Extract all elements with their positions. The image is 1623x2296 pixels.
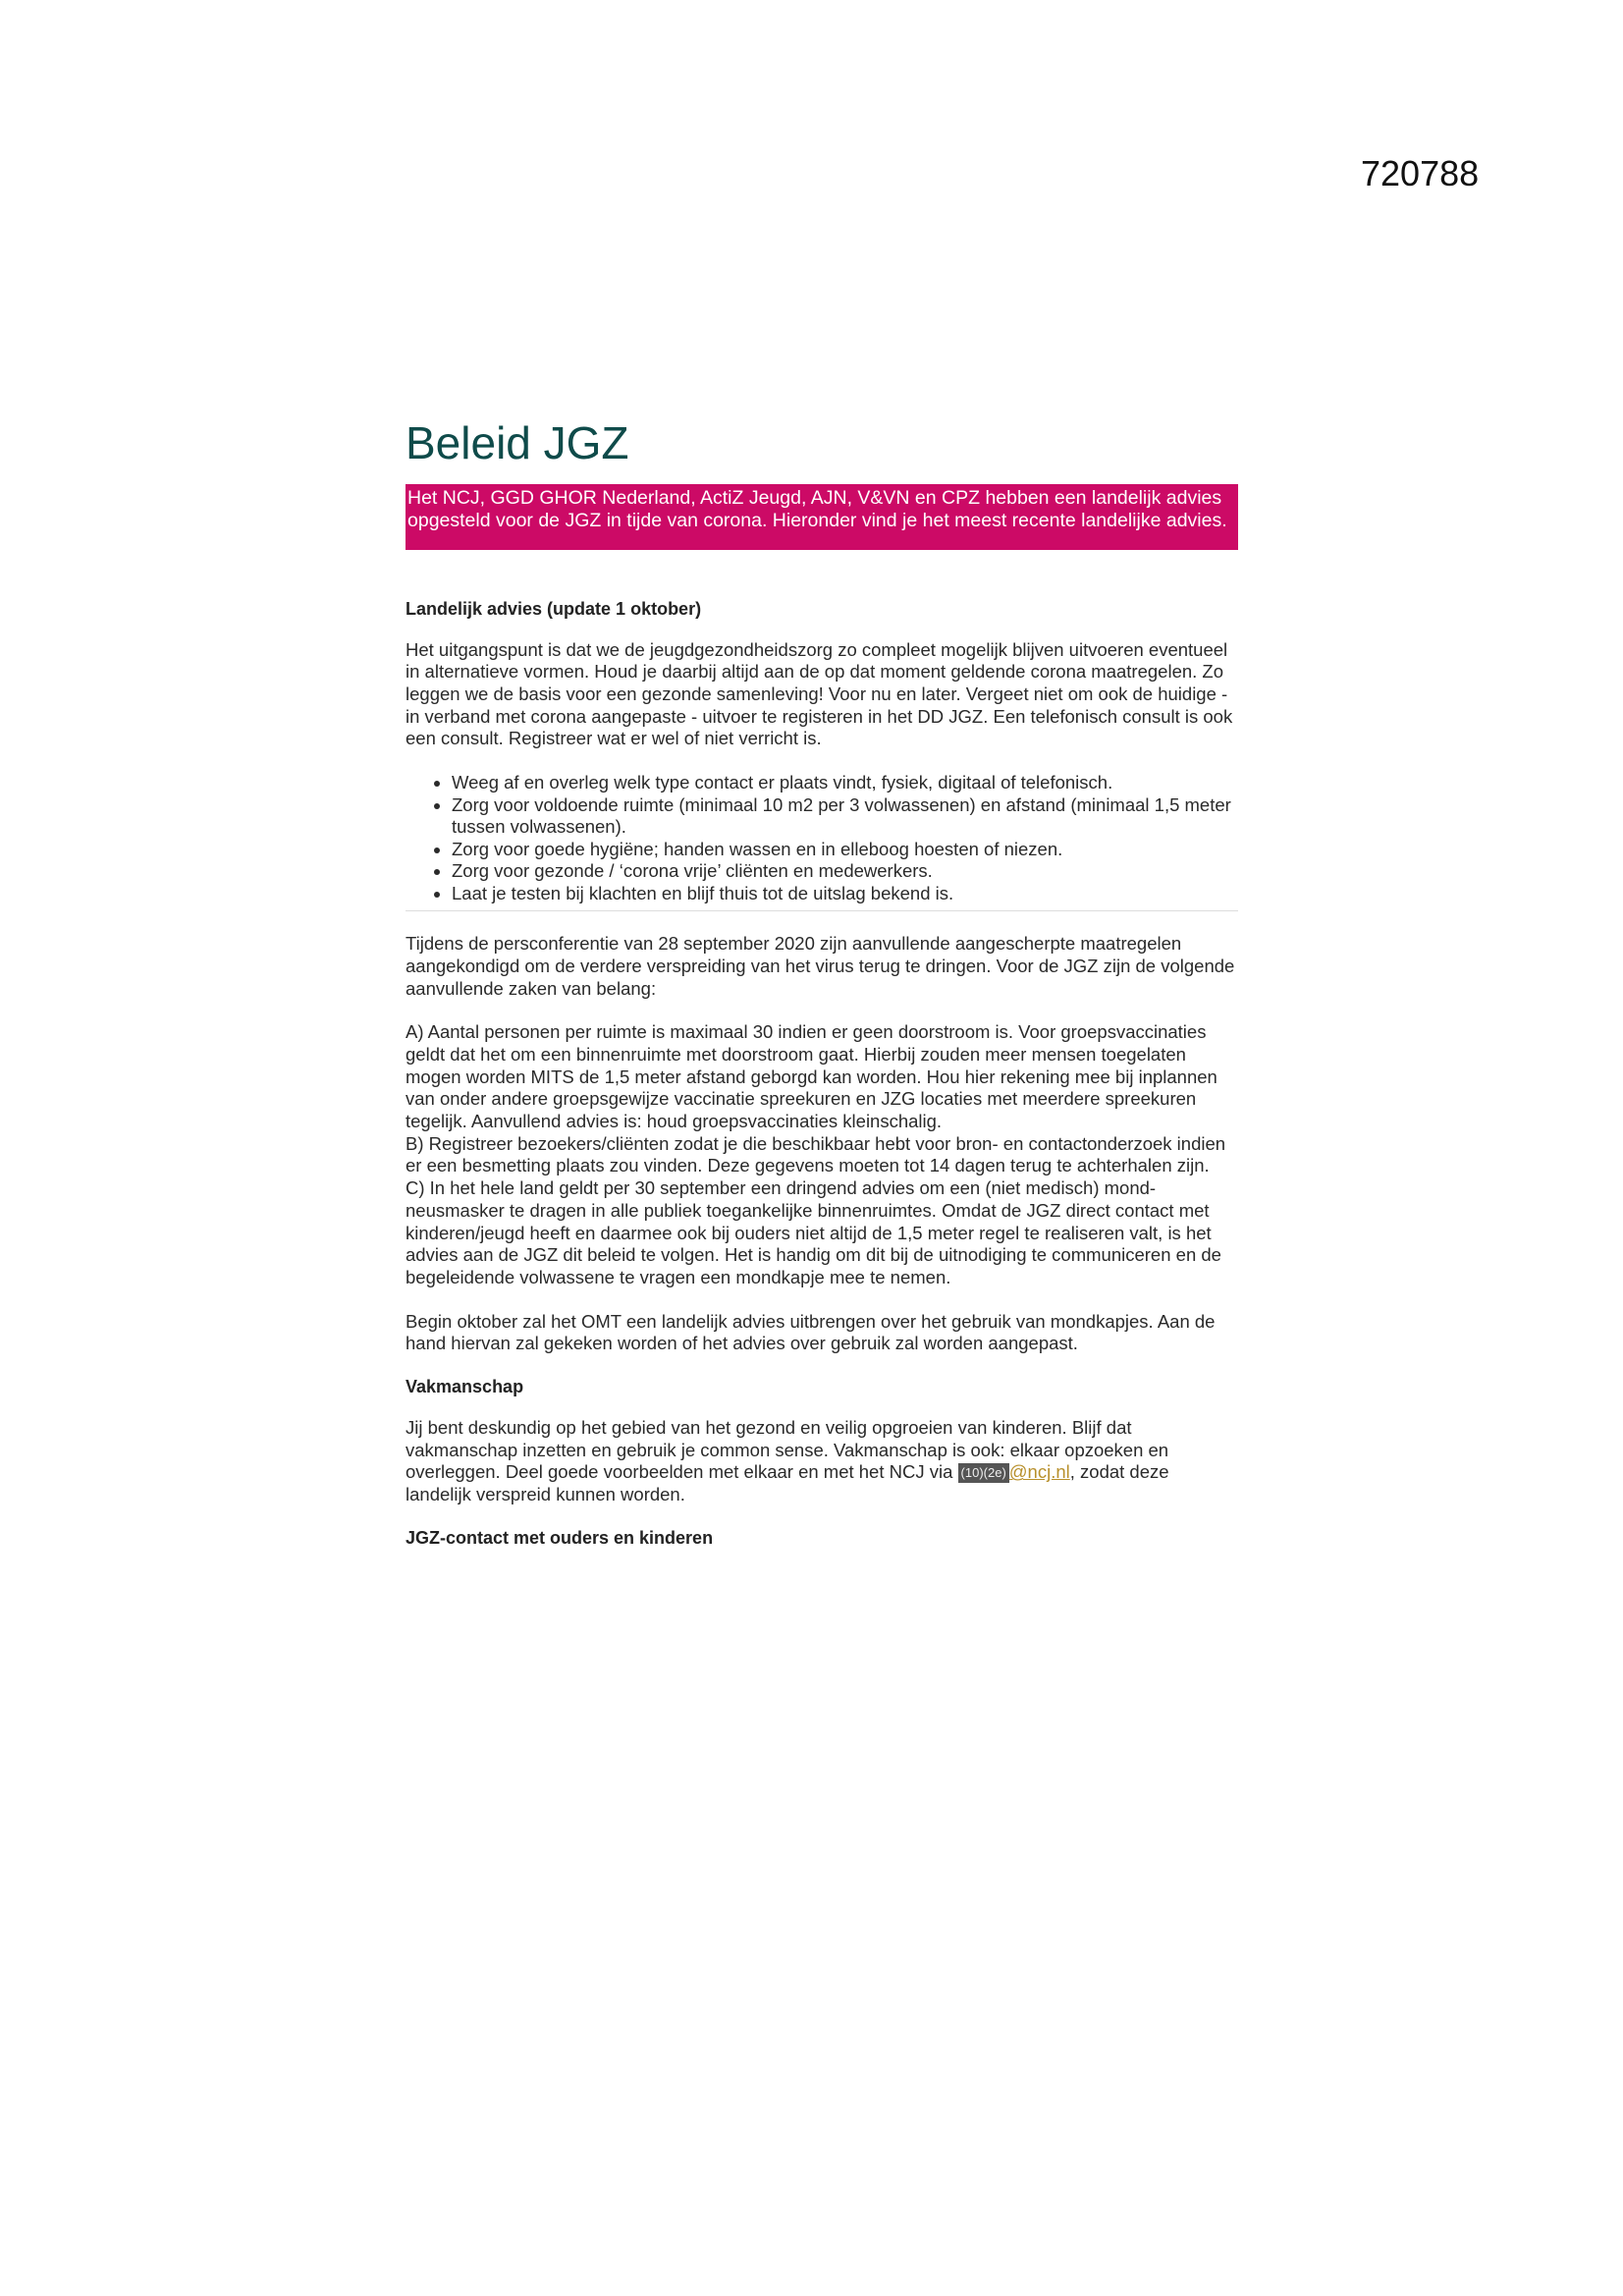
section-heading-vakmanschap: Vakmanschap xyxy=(406,1377,524,1397)
vakmanschap-text-end: , zodat deze landelijk verspreid kunnen worden. xyxy=(406,1461,1169,1505)
advice-list xyxy=(406,772,1238,911)
article xyxy=(406,418,1238,1568)
redaction-marker: (10)(2e) xyxy=(958,1463,1009,1483)
list-item: • Weeg af en overleg welk type contact er plaats vindt, fysiek, digitaal of telefonisch. xyxy=(452,772,1238,794)
page-title: Beleid JGZ xyxy=(406,417,629,468)
list-item: • Zorg voor gezonde / ‘corona vrije’ cliënten en medewerkers. xyxy=(452,860,1238,883)
vakmanschap-paragraph xyxy=(406,1417,1238,1506)
vakmanschap-text-start: Jij bent deskundig op het gebied van het gezond en veilig opgroeien van kinderen. Blijf dat vakmanschap inzetten en gebruik je common sense. Vakmanschap is ook: elkaar opzoeken en overleggen. Deel goede voorbeelden met elkaar en met het NCJ via xyxy=(406,1417,1169,1483)
list-item: • Zorg voor voldoende ruimte (minimaal 10 m2 per 3 volwassenen) en afstand (minimaal 1,5 meter tussen volwassenen). xyxy=(452,794,1238,839)
list-item: • Laat je testen bij klachten en blijf thuis tot de uitslag bekend is. xyxy=(452,883,1238,905)
measure-c: C) In het hele land geldt per 30 september een dringend advies om een (niet medisch) mond-neusmasker te dragen in alle publiek toegankelijke binnenruimtes. Omdat de JGZ direct contact met kinderen/jeugd heeft en daarmee ook bij ouders niet altijd de 1,5 meter regel te realiseren valt, is het advies aan de JGZ dit beleid te volgen. Het is handig om dit bij de uitnodiging te communiceren en de begeleidende volwassene te vragen een mondkapje mee te nemen. xyxy=(406,1177,1221,1287)
intro-banner: Het NCJ, GGD GHOR Nederland, ActiZ Jeugd, AJN, V&VN en CPZ hebben een landelijk advies opgesteld voor de JGZ in tijde van corona. Hieronder vind je het meest recente landelijke advies. xyxy=(406,484,1238,550)
measure-b: B) Registreer bezoekers/cliënten zodat je die beschikbaar hebt voor bron- en contactonderzoek indien er een besmetting plaats zou vinden. Deze gegevens moeten tot 14 dagen terug te achterhalen zijn. xyxy=(406,1132,1226,1176)
list-item: • Zorg voor goede hygiëne; handen wassen en in elleboog hoesten of niezen. xyxy=(452,839,1238,861)
email-link[interactable]: @ncj.nl xyxy=(1008,1461,1070,1483)
press-conference-paragraph: Tijdens de persconferentie van 28 september 2020 zijn aanvullende aangescherpte maatregelen aangekondigd om de verdere verspreiding van het virus terug te dringen. Voor de JGZ zijn de volgende aanvullende zaken van belang: xyxy=(406,933,1235,999)
intro-paragraph: Het uitgangspunt is dat we de jeugdgezondheidszorg zo compleet mogelijk blijven uitvoeren eventueel in alternatieve vormen. Houd je daarbij altijd aan de op dat moment geldende corona maatregelen. Zo leggen we de basis voor een gezonde samenleving! Voor nu en later. Vergeet niet om ook de huidige - in verband met corona aangepaste - uitvoer te registeren in het DD JGZ. Een telefonisch consult is ook een consult. Registreer wat er wel of niet verricht is. xyxy=(406,638,1233,749)
section-heading-jgz-contact: JGZ-contact met ouders en kinderen xyxy=(406,1527,714,1548)
section-heading-landelijk-advies: Landelijk advies (update 1 oktober) xyxy=(406,598,702,619)
document-id: 720788 xyxy=(1361,153,1480,193)
omt-paragraph: Begin oktober zal het OMT een landelijk advies uitbrengen over het gebruik van mondkapjes. Aan de hand hiervan zal gekeken worden of het advies over gebruik zal worden aangepast. xyxy=(406,1310,1216,1354)
measure-a: A) Aantal personen per ruimte is maximaal 30 indien er geen doorstroom is. Voor groepsvaccinaties geldt dat het om een binnenruimte met doorstroom gaat. Hierbij zouden meer mensen toegelaten mogen worden MITS de 1,5 meter afstand geborgd kan worden. Hou hier rekening mee bij inplannen van onder andere groepsgewijze vaccinatie spreekuren en JZG locaties met meerdere spreekuren tegelijk. Aanvullend advies is: houd groepsvaccinaties kleinschalig. xyxy=(406,1021,1217,1132)
